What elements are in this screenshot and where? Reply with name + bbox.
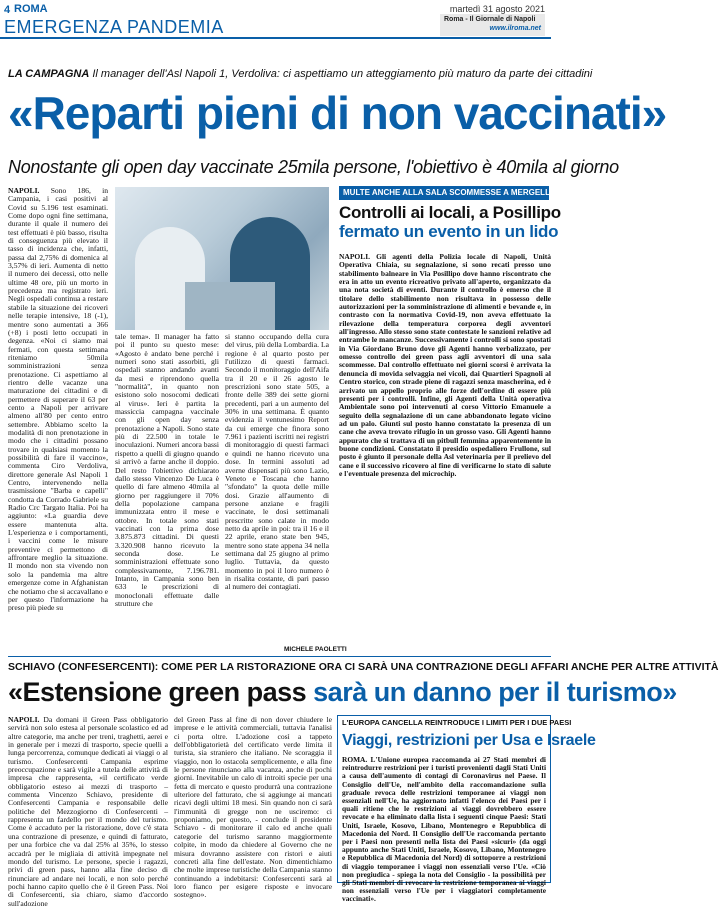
travel-box-title: Viaggi, restrizioni per Usa e Israele bbox=[342, 732, 596, 749]
side-title-line2: fermato un evento in un lido bbox=[339, 222, 559, 241]
logo-url: www.ilroma.net bbox=[489, 25, 541, 32]
second-column-2: del Green Pass al fine di non dover chiudere le imprese e le attività commerciali, tuttavia l'analisi ci porta oltre. L'adozione così a tappeto dell'obbligatorietà del certificato verde limita il turista, sia straniero che italiano. Ne scoraggia il viaggio, non lo ostacola semplicemente, e alla fine le persone rinunciano alla vacanza, anche di pochi giorni. Inevitabile un calo di introiti specie per una fetta di mercato e questo produrrà una contrazione ulteriore del fatturato, che si aggiunge ai mancati ricavi degli ultimi 18 mesi. Sin quando non ci sarà l'immunità di gregge non ne usciremo: ci proponiamo, per questo, - conclude il presidente Schiavo - di monitorare il calo ed anche quali categorie del turismo saranno maggiormente colpite, in modo da chiedere al Governo che ne misura dovranno assistere con ristori e aiuti concreti alla fine dell'estate. Non dimentichiamo che molte imprese turistiche della Campania stanno continuando a indebitarsi: Confesercenti sarà al loro fianco per esigere risposte e invocare sostegno». bbox=[174, 715, 332, 900]
main-column-1-text: Sono 186, in Campania, i casi positivi al Covid su 5.196 test esaminati. Come dopo ogni fine settimana, durante il quale il numero dei test effettuati è più basso, risulta di conseguenza più elevato il tasso di incidenza che, infatti, passa dal 2,75% di domenica al 3,57% di ieri. Aumenta di netto il numero dei decessi, otto nelle ultime 48 ore, più un morto in precedenza ma registrato ieri. Negli ospedali continua a restare stabile la situazione dei ricoveri nelle terapie intensive, 18 (-1), mentre sono aumentati a 366 (+8) i posti letto occupati in degenza. «Noi ci siamo mai fermati, con questa settimana riteniamo 50mila somministrazioni senza prenotazione. Ci aspettiamo al rientro delle vacanze una maturazione dei cittadini e di permettere di superare il 63 per cento a Napoli per arrivare almeno all'80 per cento entro settembre. Abbiamo scelto la modalità di non prenotazione in modo che i cittadini possano trovare in qualsiasi momento la possibilità di fare il vaccino», commenta Ciro Verdoliva, direttore generale Asl Napoli 1 Centro, intervenendo nella trasmissione "Barba e capelli" condotta da Corrado Gabriele su Radio Crc Targato Italia. Poi ha aggiunto: «La guardia deve essere mantenuta alta. L'esperienza e i comportamenti, i vaccini come le misure preventive ci permettono di affrontare meglio la situazione. Il mondo non sta vivendo non solo la pandemia ma altre emergenze come in Afghanistan che notiamo che si accavallano e per questo l'informazione ha preso più piede su bbox=[8, 186, 108, 613]
main-kicker-text: Il manager dell'Asl Napoli 1, Verdoliva: ci aspettiamo un atteggiamento più maturo da parte dei cittadini bbox=[92, 68, 593, 80]
second-dateline: NAPOLI. bbox=[8, 715, 40, 724]
main-headline bbox=[8, 86, 666, 140]
second-headline-part2: sarà un danno per il turismo» bbox=[313, 677, 677, 707]
logo-name: Roma - Il Giornale di Napoli bbox=[444, 16, 536, 23]
side-kicker-bar bbox=[339, 186, 564, 200]
main-column-3: si stanno occupando della cura del virus, più della Lombardia. La regione è al quarto posto per l'utilizzo di questi farmaci. Secondo il monitoraggio dell'Aifa tra il 20 e il 26 agosto le prescrizioni sono state 505, a fronte delle 389 dei sette giorni precedenti, pari a un aumento del 30% in una settimana. È quanto evidenzia il ventunesimo Report da cui emerge che finora sono 7.961 i pazienti iscritti nei registri di monitoraggio di questi farmaci e quindi ne hanno ricevuto una dose. In termini assoluti ad averne dispensati più sono Lazio, Veneto e Toscana che hanno "sfondato" la quota delle mille dosi. Grazie all'aumento di persone anziane e fragili vaccinate, le dosi settimanali prescritte sono calate in modo netto da aprile in poi: tra il 16 e il 22 aprile, erano state ben 945, mentre sono state appena 34 nella settimana dal 25 giugno al primo luglio. Tuttavia, da questo momento in poi il loro numero è in risalita costante, di pari passo al numero dei contagiati. bbox=[225, 332, 329, 592]
second-headline bbox=[8, 677, 677, 708]
travel-box-kicker: L'EUROPA CANCELLA REINTRODUCE I LIMITI PER I DUE PAESI bbox=[342, 718, 572, 727]
vaccination-photo bbox=[115, 187, 329, 330]
main-column-1 bbox=[8, 187, 108, 653]
main-headline-part2: pieni di non vaccinati» bbox=[195, 87, 667, 139]
main-kicker bbox=[8, 68, 592, 80]
main-subhead: Nonostante gli open day vaccinate 25mila persone, l'obiettivo è 40mila al giorno bbox=[8, 157, 619, 177]
page-header bbox=[0, 0, 551, 44]
main-headline-part1: «Reparti bbox=[8, 87, 185, 139]
section-title: EMERGENZA PANDEMIA bbox=[4, 17, 224, 37]
travel-box-body: ROMA. L'Unione europea raccomanda ai 27 Stati membri di reintrodurre restrizioni per i turisti provenienti dagli Stati Uniti a causa dell'aumento di contagi di Coronavirus nel Paese. Il Consiglio dell'Ue, nell'ambito della raccomandazione sulla graduale revoca delle restrizioni temporanee ai viaggi non essenziali nell'Ue, ha aggiornato infatti l'elenco dei Paesi per i quali ritiene che le restrizioni ai viaggi dovrebbero essere revocate e ha eliminato dalla lista i seguenti cinque Paesi: Stati Uniti, Israele, Kosovo, Libano, Montenegro e Repubblica di Macedonia del Nord. Il Consiglio dell'Ue raccomanda pertanto per i Paesi non presenti nella lista dei Paesi «sicuri» (da oggi appunto anche Stati Uniti, Israele, Kosovo, Libano, Montenegro e Repubblica di Macedonia del Nord) di sottoporre a restrizioni di viaggio temporanee i viaggi non essenziali verso l'Ue. «Ciò non pregiudica - spiega la nota del Consiglio - la possibilità per gli Stati membri di revocare la restrizione temporanea ai viaggi non essenziali verso l'Ue per i viaggiatori completamente vaccinati». bbox=[342, 755, 546, 904]
main-column-2: tale tema». Il manager ha fatto poi il punto su questo mese: «Agosto è andato bene perché i numeri sono stati assorbiti, gli ospedali stanno andando avanti da mesi e riprendono quella "normalità", in quanto non esistono solo nosocomi dedicati al virus». Ieri è partita la massiccia campagna vaccinale con gli open day senza prenotazione a Napoli. Sono state più di 22.500 in totale le inoculazioni. Numeri ancora bassi rispetto a quelli di giugno quando si arrivò a farne anche il doppio. Del resto l'obiettivo dichiarato dallo stesso Vincenzo De Luca è quello di fare almeno 40mila al giorno per raggiungere il 70% della popolazione campana immunizzata entro il mese e ottobre. In totale sono stati vaccinati con la prima dose 3.875.873 cittadini. Di questi 3.320.908 hanno ricevuto la seconda dose. Le somministrazioni effettuate sono complessivamente, 7.196.781. Intanto, in Campania sono ben 633 le prescrizioni di monoclonali effettuate dalle strutture che bbox=[115, 332, 219, 608]
second-column-1 bbox=[8, 715, 168, 908]
main-kicker-bold: LA CAMPAGNA bbox=[8, 68, 90, 80]
second-column-1-text: Da domani il Green Pass obbligatorio servirà non solo estesa al personale scolastico ed ad altre categorie, ma anche per treni, traghetti, aerei e in generale per i mezzi di trasporto, specie quelli a lunga percorrenza, comunque dedicati ai viaggi o al turismo. Confesercenti Campania esprime preoccupazione e sarà vigile a tutela delle attività di impresa che rappresenta, «il certificato verde obbligatorio esteso ai mezzi di trasporto – commenta Vincenzo Schiavo, presidente di Confesercenti Campania e responsabile delle politiche del Mezzogiorno di Confesercenti – rappresenta un fardello per il mondo del turismo. Come è accaduto per la ristorazione, dove c'è stata una contrazione di presenze, e quindi di fatturato, per una forbice che va dal 25% al 35%, lo stesso accadrà per le migliaia di attività impegnate nel mondo del turismo. Le persone, specie i ragazzi, privi di green pass, hanno alla fine deciso di rinunciare ad andare nei locali, e non solo perché pochi hanno capito quello che è il Green Pass. Noi di Confesercenti, sia chiaro, siamo d'accordo sull'adozione bbox=[8, 715, 168, 908]
side-article-body: NAPOLI. Gli agenti della Polizia locale di Napoli, Unità Operativa Chiaia, su segnalazione, si sono recati presso uno stabilimento balneare in Via Posillipo dove hanno riscontrato che era in atto un evento ricreativo privato all'aperto, organizzato da una nota società di eventi. Durante il controllo è emerso che il titolare dello stabilimento non risultava in possesso delle autorizzazioni per la somministrazione di alimenti e bevande e, in contrasto con la normativa Covid-19, non aveva effettuato la rilevazione della temperatura corporea degli avventori all'ingresso. Allo stesso sono state contestate le sanzioni relative ad entrambe le mancanze. Successivamente i controlli si sono spostati in Via Giordano Bruno dove gli Agenti hanno verbalizzato, per omesso controllo dei green pass agli avventori di una sala scommesse. Dal controllo effettuato nei giorni scorsi è arrivata la denuncia di movida selvaggia nei vicoli, dai Quartieri Spagnoli al Centro storico, con strade piene di ragazzi senza mascherina, ed è arrivato un appello proprio alle forze dell'ordine di essere più presenti per i controlli. Infine, gli Agenti della Unità operativa Ambientale sono poi intervenuti al corso Vittorio Emanuele a seguito della segnalazione di un cane abbandonato legato vicino ad un palo. Giunti sul posto hanno constatato la presenza di un cane che aveva trovato rifugio in un grosso vaso. Gli Agenti hanno appurato che si trattava di un pitbull femmina apparentemente in buone condizioni. Constatato il presidio ospedaliero Frullone, sul posto è giunto il personale della Asl veterinaria per il prelievo del cane e il successivo ricovero al fine di verificarne lo stato di salute e l'eventuale presenza del microchip. bbox=[339, 252, 551, 478]
side-kicker: MULTE ANCHE ALLA SALA SCOMMESSE A MERGELLINA bbox=[343, 188, 564, 197]
newspaper-logo bbox=[440, 14, 545, 36]
newspaper-name: ROMA bbox=[14, 3, 48, 15]
side-title-line1: Controlli ai locali, a Posillipo bbox=[339, 203, 561, 222]
author-signature: MICHELE PAOLETTI bbox=[284, 646, 347, 653]
second-kicker: SCHIAVO (CONFESERCENTI): COME PER LA RISTORAZIONE ORA CI SARÀ UNA CONTRAZIONE DEGLI AFFARI ANCHE PER ALTRE ATTIVITÀ bbox=[8, 661, 719, 673]
page-number: 4 bbox=[4, 4, 11, 16]
issue-date: martedì 31 agosto 2021 bbox=[449, 4, 545, 14]
main-dateline: NAPOLI. bbox=[8, 186, 40, 195]
section-bar bbox=[0, 17, 551, 39]
photo-table bbox=[185, 282, 275, 330]
travel-box bbox=[337, 715, 596, 904]
section-divider bbox=[8, 656, 551, 657]
second-headline-part1: «Estensione green pass bbox=[8, 677, 307, 707]
